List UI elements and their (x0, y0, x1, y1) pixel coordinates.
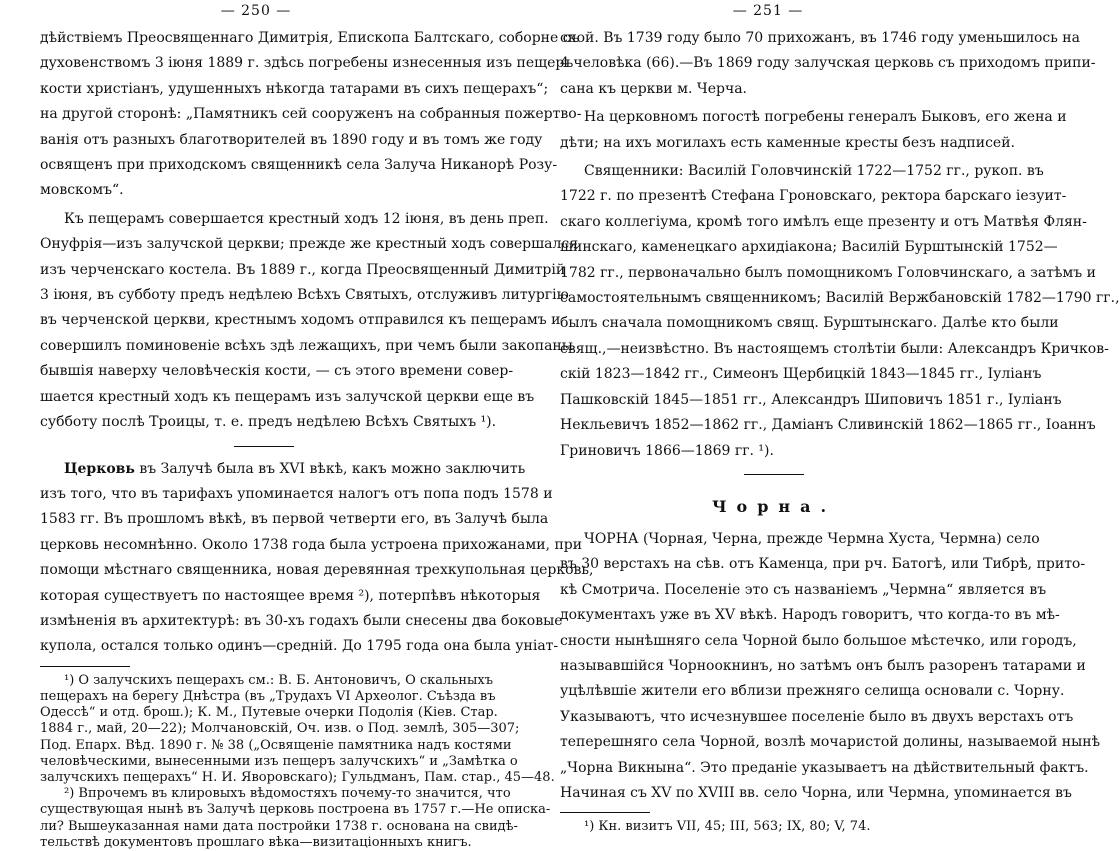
text-line: На церковномъ погостѣ погребены генералъ Быковъ, его жена и (584, 109, 1067, 126)
text-line: въ 30 верстахъ на сѣв. отъ Каменца, при рч. Батогѣ, или Тибрѣ, прито- (560, 556, 1086, 573)
text-line: на другой сторонѣ: „Памятникъ сей сооруженъ на собранныя пожертво- (40, 106, 582, 123)
text-line: Начиная съ XV по XVIII вв. село Чорна, или Чермна, упоминается въ (560, 784, 1072, 801)
footnotes (40, 672, 555, 851)
footnote-line: ¹) Кн. визитъ VII, 45; III, 563; IX, 80; V, 74. (584, 819, 871, 835)
text-line: 1722 г. по презентѣ Стефана Гроновскаго, ректора барскаго іезуит- (560, 188, 1067, 205)
text-span: въ Залучѣ была въ XVI вѣкѣ, какъ можно заключить (134, 460, 526, 477)
text-line: дѣти; на ихъ могилахъ есть каменные кресты безъ надписей. (560, 134, 1015, 151)
text-line: помощи мѣстнаго священника, новая деревянная трехкупольная церковь, (40, 562, 594, 579)
page-number: — 250 — (220, 3, 292, 19)
footnote-line: пещерахъ на берегу Днѣстра (въ „Трудахъ VI Археолог. Съѣзда въ (40, 688, 496, 704)
text-line: Пашковскій 1845—1851 гг., Александръ Шиповичъ 1851 г., Іуліанъ (560, 391, 1062, 408)
text-line: ской. Въ 1739 году было 70 прихожанъ, въ 1746 году уменьшилось на (560, 30, 1080, 46)
text-line: купола, остался только одинъ—средній. До 1795 года она была уніат- (40, 638, 559, 655)
text-line: совершилъ поминовеніе всѣхъ здѣ лежащихъ, при чемъ были закопаны (40, 337, 573, 354)
footnote-line: тельствѣ документовъ прошлаго вѣка—визитаціонныхъ книгъ. (40, 834, 472, 850)
footnote-line: ли? Вышеуказанная нами дата постройки 1738 г. основана на свидѣ- (40, 818, 518, 834)
footnote-line: 1884 г., май, 20—22); Молчановскій, Оч. изв. о Под. землѣ, 305—307; (40, 721, 520, 737)
text-line: 1782 гг., первоначально былъ помощникомъ Головчинскаго, а затѣмъ и (560, 264, 1096, 281)
right-page (512, 0, 1120, 835)
text-line: документахъ уже въ XV вѣкѣ. Народъ говоритъ, что когда-то въ мѣ- (560, 607, 1060, 624)
text-line: самостоятельнымъ священникомъ; Василій Вержбановскій 1782—1790 гг., (560, 290, 1120, 307)
text-line: кѣ Смотрича. Поселеніе это съ названіемъ „Чермна“ является въ (560, 581, 1047, 598)
section-separator (234, 446, 294, 447)
paragraph (40, 26, 582, 204)
left-page-body (40, 26, 594, 851)
footnote-rule (40, 666, 130, 667)
footnote-line: ²) Впрочемъ въ клировыхъ вѣдомостяхъ почему-то значится, что (64, 786, 511, 802)
footnote-rule (560, 812, 650, 813)
text-line: измѣненія въ архитектурѣ: въ 30-хъ годахъ были снесены два боковые (40, 612, 563, 629)
text-line: кости христіанъ, удушенныхъ нѣкогда татарами въ сихъ пещерахъ“; (40, 80, 549, 97)
text-line: шинскаго, каменецкаго архидіакона; Василій Бурштынскій 1752— (560, 239, 1058, 256)
text-line: дѣйствіемъ Преосвященнаго Димитрія, Епископа Балтскаго, соборне съ (40, 30, 580, 46)
text-line: Некльевичъ 1852—1862 гг., Даміанъ Сливинскій 1862—1865 гг., Іоаннъ (560, 417, 1096, 434)
text-line: Къ пещерамъ совершается крестный ходъ 12 іюня, въ день преп. (64, 210, 549, 227)
paragraph (560, 26, 1096, 102)
text-line: освященъ при приходскомъ священникѣ села Залуча Никанорѣ Розу- (40, 157, 558, 174)
lead-word: Церковь (64, 460, 135, 477)
text-line: 3 іюня, въ субботу предъ недѣлею Всѣхъ Святыхъ, отслуживъ литургію (40, 287, 569, 304)
text-line: былъ сначала помощникомъ свящ. Бурштынскаго. Далѣе кто были (560, 315, 1059, 332)
text-line: которая существуетъ по настоящее время ²), потерпѣвъ нѣкоторыя (40, 587, 541, 604)
paragraph (560, 159, 1120, 464)
text-line: уцѣлѣвшіе жители его вблизи прежняго селища основали с. Чорну. (560, 683, 1065, 700)
footnote-line: Одессѣ“ и отд. брош.); К. М., Путевые очерки Подолія (Кiев. Стар. (40, 705, 498, 721)
text-line: Онуфрія—изъ залучской церкви; прежде же крестный ходъ совершался (40, 236, 579, 253)
text-line: скій 1823—1842 гг., Симеонъ Щербицкій 1843—1845 гг., Іуліанъ (560, 366, 1042, 383)
text-line: мовскомъ“. (40, 182, 124, 199)
text-line: свящ.,—неизвѣстно. Въ настоящемъ столѣтіи были: Александръ Кричков- (560, 340, 1109, 357)
text-line: теперешняго села Чорной, возлѣ мочаристой долины, называемой нынѣ (560, 734, 1101, 751)
text-line: церковь несомнѣнно. Около 1738 года была устроена прихожанами, при (40, 536, 583, 553)
text-line: шается крестный ходъ къ пещерамъ изъ залучской церкви еще въ (40, 388, 535, 405)
text-line: изъ того, что въ тарифахъ упоминается налогъ отъ попа подъ 1578 и (40, 485, 553, 502)
text-line: 1583 гг. Въ прошломъ вѣкѣ, въ первой четверти его, въ Залучѣ была (40, 511, 549, 528)
text-line: сана къ церкви м. Черча. (560, 80, 747, 97)
text-line: духовенствомъ 3 іюня 1889 г. здѣсь погребены изнесенныя изъ пещеръ (40, 55, 574, 72)
text-line: ванія отъ разныхъ благотворителей въ 1890 году и въ томъ же году (40, 131, 543, 148)
text-line: сности нынѣшняго села Чорной было большое мѣстечко, или городъ, (560, 632, 1077, 649)
text-line: называвшійся Чорноокнинъ, но затѣмъ онъ былъ разоренъ татарами и (560, 657, 1086, 674)
text-line: „Чорна Викнына“. Это преданіе указываетъ на дѣйствительный фактъ. (560, 759, 1089, 776)
paragraph (560, 105, 1067, 156)
text-line: 4 человѣка (66).—Въ 1869 году залучская церковь съ приходомъ припи- (560, 55, 1096, 72)
text-line: Гриновичъ 1866—1869 гг. ¹). (560, 442, 774, 459)
footnote-line: человѣческими, вынесенными изъ пещеръ залучскихъ“ и „Замѣтка о (40, 753, 518, 769)
text-line: въ черченской церкви, крестнымъ ходомъ отправился къ пещерамъ и (40, 312, 561, 329)
paragraph (560, 527, 1101, 806)
text-line: скаго коллегіума, кромѣ того имѣлъ еще презенту и отъ Матвѣя Флян- (560, 213, 1087, 230)
section-separator (744, 474, 804, 475)
text-line: Священники: Василій Головчинскій 1722—1752 гг., рукоп. въ (584, 163, 1044, 180)
footnote-line: залучскихъ пещерахъ“ Н. И. Яворовскаго); Гульдманъ, Пам. стар., 45—48. (40, 769, 555, 785)
page-number: — 251 — (732, 3, 804, 19)
text-line: изъ черченскаго костела. Въ 1889 г., когда Преосвященный Димитрій (40, 261, 566, 278)
paragraph (40, 207, 579, 436)
text-line: Указываютъ, что исчезнувшее поселеніе было въ двухъ верстахъ отъ (560, 708, 1074, 725)
paragraph (40, 457, 594, 660)
footnotes (560, 819, 988, 835)
footnote-line: ¹) О залучскихъ пещерахъ см.: В. Б. Антоновичъ, О скальныхъ (64, 672, 493, 688)
footnote-line: существующая нынѣ въ Залучѣ церковь построена въ 1757 г.—Не описка- (40, 802, 551, 818)
footnote-line: Под. Епарх. Вѣд. 1890 г. № 38 („Освященіе памятника надъ костями (40, 737, 512, 753)
section-heading: Чорна. (711, 496, 837, 516)
text-line: бывшія наверху человѣческія кости, — съ этого времени совер- (40, 363, 514, 380)
text-line (40, 457, 526, 482)
text-line: субботу послѣ Троицы, т. е. предъ недѣлею Всѣхъ Святыхъ ¹). (40, 414, 497, 431)
text-line: ЧОРНА (Чорная, Черна, прежде Чермна Хуста, Чермна) село (584, 530, 1040, 547)
right-page-body (560, 26, 1120, 836)
